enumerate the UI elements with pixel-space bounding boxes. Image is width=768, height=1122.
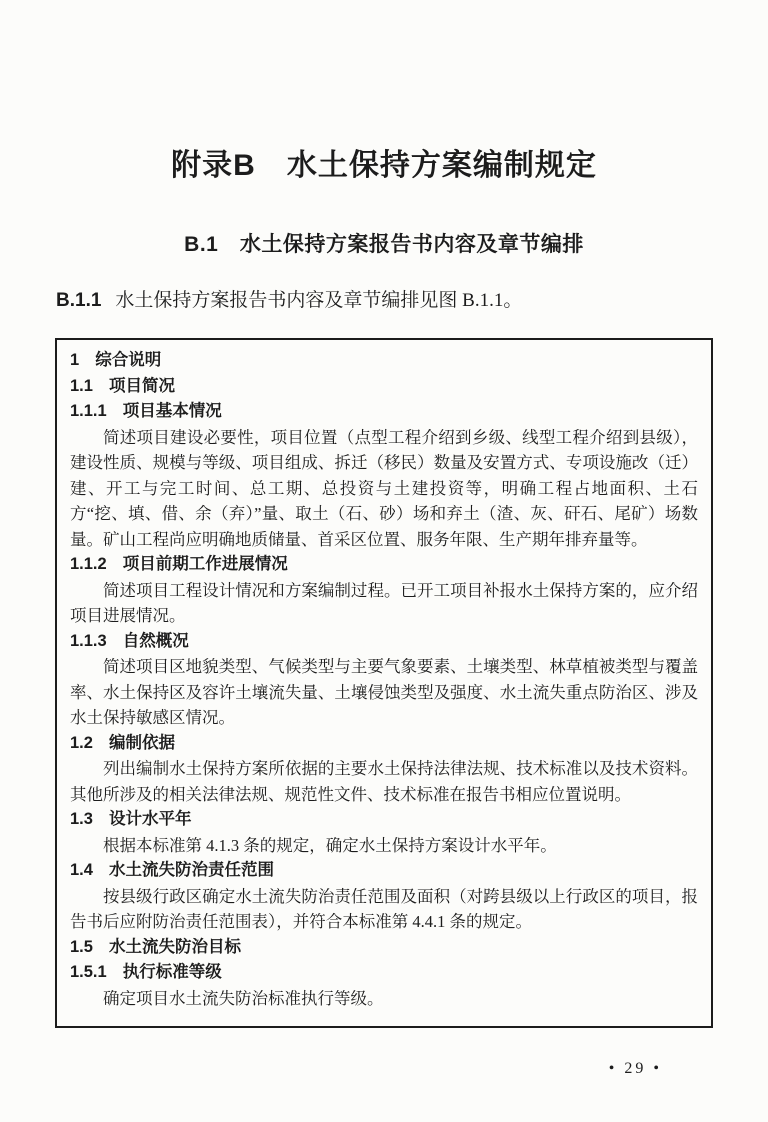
- outline-heading-title: 编制依据: [108, 733, 175, 752]
- page-number: • 29 •: [608, 1060, 662, 1077]
- outline-heading: [70, 348, 698, 374]
- outline-heading-number: 1.1.1: [70, 402, 107, 420]
- outline-paragraph: 简述项目区地貌类型、气候类型与主要气象要素、土壤类型、林草植被类型与覆盖率、水土保持区及容许土壤流失量、土壤侵蚀类型及强度、水土流失重点防治区、涉及水土保持敏感区情况。: [70, 657, 698, 727]
- outline-heading-title: 设计水平年: [108, 810, 192, 828]
- outline-paragraph: 按县级行政区确定水土流失防治责任范围及面积（对跨县级以上行政区的项目，报告书后应附防治责任范围表），并符合本标准第 4.4.1 条的规定。: [70, 886, 698, 931]
- outline-heading-number: 1: [70, 351, 80, 369]
- outline-heading-title: 执行标准等级: [122, 963, 222, 981]
- figure-b11-box: [55, 338, 713, 1028]
- outline-heading: [70, 374, 698, 400]
- outline-heading: [70, 552, 698, 578]
- outline-heading-title: 项目简况: [108, 376, 175, 395]
- outline-heading-number: 1.2: [70, 733, 93, 752]
- outline-paragraph: 简述项目建设必要性，项目位置（点型工程介绍到乡级、线型工程介绍到县级），建设性质、规模与等级、项目组成、拆迁（移民）数量及安置方式、专项设施改（迁）建、开工与完工时间、总工期、总投资与土建投资等，明确工程占地面积、土石方“挖、填、借、余（弃）”量、取土（石、砂）场和弃土（渣、灰、矸石、尾矿）场数量。矿山工程尚应明确地质储量、首采区位置、服务年限、生产期年排弃量等。: [70, 427, 698, 549]
- outline-paragraph: 列出编制水土保持方案所依据的主要水土保持法律法规、技术标准以及技术资料。其他所涉及的相关法律法规、规范性文件、技术标准在报告书相应位置说明。: [70, 759, 698, 804]
- outline-heading: [70, 858, 698, 884]
- outline-heading-number: 1.3: [70, 810, 93, 828]
- outline-paragraph: 根据本标准第 4.1.3 条的规定，确定水土保持方案设计水平年。: [103, 835, 557, 855]
- outline-heading-title: 水土流失防治目标: [108, 937, 241, 956]
- outline-heading: [70, 731, 698, 757]
- outline-heading-number: 1.5.1: [70, 963, 107, 981]
- outline-heading: [70, 960, 698, 986]
- outline-heading-number: 1.4: [70, 861, 93, 879]
- outline-heading-number: 1.1: [70, 376, 93, 395]
- clause-b111: [56, 288, 712, 314]
- appendix-title: 附录B 水土保持方案编制规定: [171, 149, 597, 182]
- outline-heading: [70, 399, 698, 425]
- outline-heading-title: 自然概况: [122, 631, 189, 650]
- outline-heading: [70, 935, 698, 961]
- outline-heading-title: 水土流失防治责任范围: [108, 861, 274, 879]
- outline-heading-title: 综合说明: [95, 351, 162, 369]
- outline-heading: [70, 807, 698, 833]
- outline-heading-number: 1.5: [70, 937, 93, 956]
- clause-number: B.1.1: [56, 290, 102, 311]
- outline-heading: [70, 629, 698, 655]
- outline-paragraph: 简述项目工程设计情况和方案编制过程。已开工项目补报水土保持方案的，应介绍项目进展情况。: [70, 580, 698, 625]
- section-heading: B.1 水土保持方案报告书内容及章节编排: [184, 233, 584, 256]
- outline-heading-number: 1.1.2: [70, 555, 107, 573]
- outline-paragraph: 确定项目水土流失防治标准执行等级。: [103, 988, 384, 1008]
- outline-heading-title: 项目基本情况: [122, 402, 222, 420]
- clause-text: 水土保持方案报告书内容及章节编排见图 B.1.1。: [115, 290, 523, 311]
- outline-heading-number: 1.1.3: [70, 631, 107, 650]
- outline-heading-title: 项目前期工作进展情况: [122, 555, 288, 573]
